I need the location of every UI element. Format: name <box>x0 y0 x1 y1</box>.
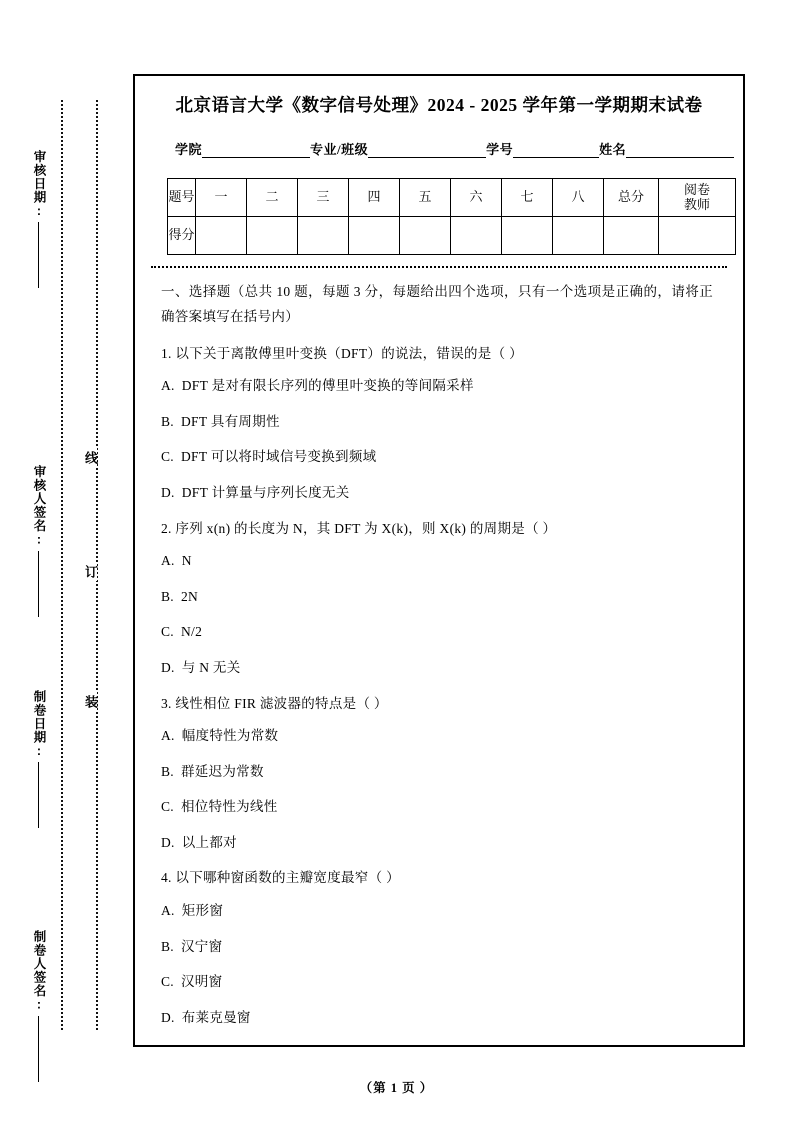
question-2-option-a[interactable] <box>161 550 713 572</box>
question-3-option-b[interactable] <box>161 761 713 783</box>
question-4-option-b[interactable] <box>161 936 713 958</box>
table-row-question-numbers <box>168 178 736 216</box>
option-key: B. <box>161 938 174 954</box>
maker-signature-text: 制卷人签名: <box>32 930 46 1013</box>
row-label-question-no: 题号 <box>168 178 196 216</box>
score-cell-7[interactable] <box>502 216 553 254</box>
table-row-scores <box>168 216 736 254</box>
option-text: 2N <box>180 588 199 604</box>
option-key: C. <box>161 974 174 990</box>
page-footer: （第 1 页 ） <box>359 1081 434 1095</box>
question-3-option-c[interactable] <box>161 796 713 818</box>
exam-paper-content <box>135 76 743 1028</box>
option-text: 汉明窗 <box>180 974 223 990</box>
question-4-option-a[interactable] <box>161 900 713 922</box>
option-text: 群延迟为常数 <box>180 763 264 779</box>
option-key: A. <box>161 553 175 569</box>
option-text: N/2 <box>180 624 203 640</box>
seal-char-pack: 装 <box>84 692 97 711</box>
option-text: 相位特性为线性 <box>180 799 278 815</box>
question-4-stem: 4. 以下哪种窗函数的主瓣宽度最窄（ ） <box>161 870 400 886</box>
student-id-input-blank[interactable] <box>513 144 599 158</box>
question-3-option-a[interactable] <box>161 725 713 747</box>
score-cell-6[interactable] <box>451 216 502 254</box>
option-text: 矩形窗 <box>181 903 224 919</box>
option-text: DFT 计算量与序列长度无关 <box>181 484 350 500</box>
dotted-line-outer <box>61 100 63 1030</box>
major-field <box>310 139 486 158</box>
maker-signature-blank <box>38 1016 40 1082</box>
option-key: C. <box>161 799 174 815</box>
student-id-field <box>486 139 599 158</box>
option-key: D. <box>161 659 175 675</box>
maker-date-blank <box>38 762 40 828</box>
score-col-6: 六 <box>451 178 502 216</box>
option-key: D. <box>161 1009 175 1025</box>
question-1-stem: 1. 以下关于离散傅里叶变换（DFT）的说法，错误的是（ ） <box>161 345 523 361</box>
score-col-2: 二 <box>247 178 298 216</box>
score-col-5: 五 <box>400 178 451 216</box>
option-text: N <box>181 553 192 569</box>
score-col-4: 四 <box>349 178 400 216</box>
option-key: B. <box>161 588 174 604</box>
teacher-label-line1: 阅卷 <box>683 181 710 197</box>
question-2-stem: 2. 序列 x(n) 的长度为 N，其 DFT 为 X(k)，则 X(k) 的周期是（ ） <box>161 520 557 536</box>
name-input-blank[interactable] <box>626 144 734 158</box>
question-1-option-c[interactable] <box>161 446 713 468</box>
question-4-option-c[interactable] <box>161 971 713 993</box>
score-cell-1[interactable] <box>196 216 247 254</box>
option-key: A. <box>161 903 175 919</box>
option-text: 汉宁窗 <box>180 938 223 954</box>
option-text: 布莱克曼窗 <box>181 1009 251 1025</box>
exam-paper-frame <box>133 74 745 1047</box>
score-col-total: 总分 <box>604 178 659 216</box>
review-date-label <box>30 150 48 288</box>
score-col-teacher <box>659 178 736 216</box>
college-input-blank[interactable] <box>202 144 310 158</box>
student-info-line <box>151 139 727 158</box>
major-input-blank[interactable] <box>368 144 486 158</box>
question-body <box>151 268 727 1029</box>
option-text: DFT 是对有限长序列的傅里叶变换的等间隔采样 <box>181 378 474 394</box>
question-2-option-d[interactable] <box>161 657 713 679</box>
review-date-blank <box>38 222 40 288</box>
name-label: 姓名 <box>599 141 627 157</box>
reviewer-signature-label <box>30 465 48 617</box>
major-label: 专业/班级 <box>310 141 369 157</box>
score-cell-total[interactable] <box>604 216 659 254</box>
reviewer-signature-blank <box>38 551 40 617</box>
score-cell-5[interactable] <box>400 216 451 254</box>
page-title: 北京语言大学《数字信号处理》2024 - 2025 学年第一学期期末试卷 <box>175 95 703 115</box>
option-key: A. <box>161 728 175 744</box>
seal-char-bind: 订 <box>84 562 97 581</box>
option-key: D. <box>161 484 175 500</box>
score-table-wrapper <box>151 178 727 255</box>
question-3-option-d[interactable] <box>161 832 713 854</box>
option-key: A. <box>161 378 175 394</box>
option-key: D. <box>161 834 175 850</box>
name-field <box>599 139 734 158</box>
section-one-heading: 一、选择题（总共 10 题，每题 3 分，每题给出四个选项，只有一个选项是正确的，请将正确答案填写在括号内） <box>161 283 713 324</box>
question-1-option-d[interactable] <box>161 482 713 504</box>
left-binding-margin <box>0 0 133 1122</box>
maker-date-label <box>30 690 48 828</box>
option-key: B. <box>161 763 174 779</box>
option-text: 幅度特性为常数 <box>181 728 279 744</box>
reviewer-signature-text: 审核人签名: <box>32 465 46 548</box>
option-key: C. <box>161 449 174 465</box>
college-field <box>175 139 310 158</box>
score-col-7: 七 <box>502 178 553 216</box>
question-1-option-a[interactable] <box>161 375 713 397</box>
option-text: DFT 具有周期性 <box>180 413 280 429</box>
question-2-option-c[interactable] <box>161 621 713 643</box>
score-cell-3[interactable] <box>298 216 349 254</box>
college-label: 学院 <box>175 141 203 157</box>
teacher-label-line2: 教师 <box>683 197 710 213</box>
option-text: 与 N 无关 <box>181 659 241 675</box>
seal-char-line: 线 <box>84 448 97 467</box>
score-col-8: 八 <box>553 178 604 216</box>
option-key: C. <box>161 624 174 640</box>
score-cell-4[interactable] <box>349 216 400 254</box>
question-3-stem: 3. 线性相位 FIR 滤波器的特点是（ ） <box>161 695 388 711</box>
score-col-1: 一 <box>196 178 247 216</box>
maker-date-text: 制卷日期: <box>32 690 46 759</box>
question-1-option-b[interactable] <box>161 411 713 433</box>
score-cell-8[interactable] <box>553 216 604 254</box>
option-key: B. <box>161 413 174 429</box>
score-table <box>167 178 736 255</box>
review-date-text: 审核日期: <box>32 150 46 219</box>
score-col-3: 三 <box>298 178 349 216</box>
question-2-option-b[interactable] <box>161 586 713 608</box>
score-cell-2[interactable] <box>247 216 298 254</box>
row-label-score: 得分 <box>168 216 196 254</box>
maker-signature-label <box>30 930 48 1082</box>
option-text: 以上都对 <box>181 834 237 850</box>
score-cell-teacher[interactable] <box>659 216 736 254</box>
option-text: DFT 可以将时域信号变换到频域 <box>180 449 377 465</box>
question-4-option-d[interactable] <box>161 1007 713 1029</box>
student-id-label: 学号 <box>486 141 514 157</box>
